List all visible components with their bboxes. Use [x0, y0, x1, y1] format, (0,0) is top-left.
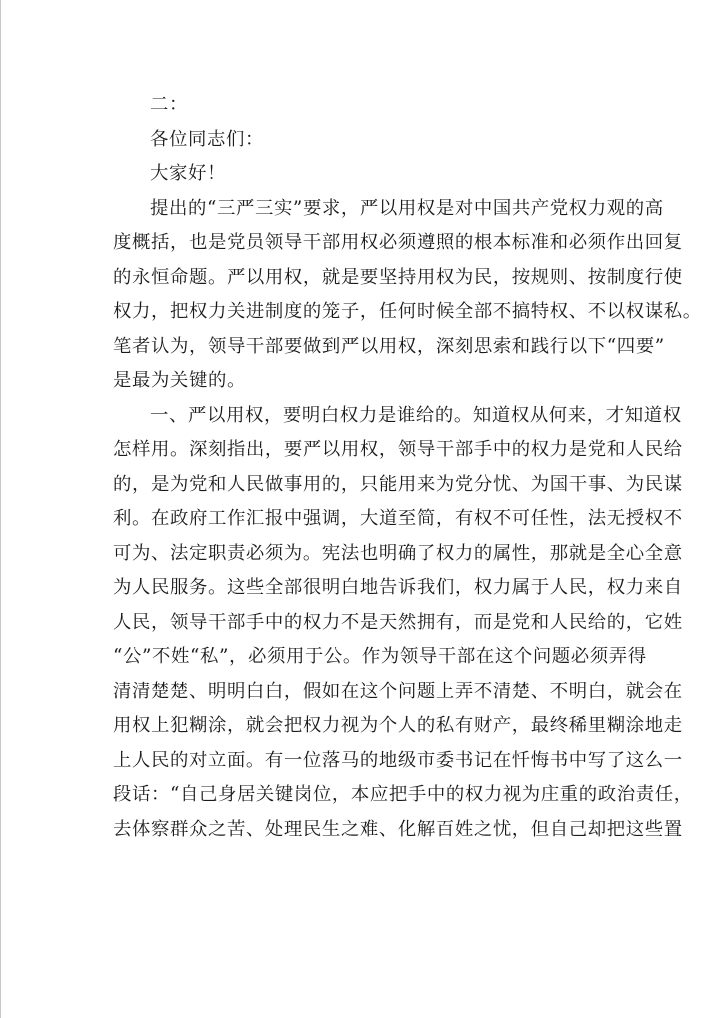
paragraph-line: 是最为关键的。 [113, 370, 246, 391]
paragraph-line: 为人民服务。这些全部很明白地告诉我们，权力属于人民，权力来自 [113, 577, 683, 598]
greeting-line: 各位同志们： [150, 128, 264, 150]
hello-line: 大家好！ [150, 163, 226, 184]
paragraph-line: 的，是为党和人民做事用的，只能用来为党分忧、为国干事、为民谋 [113, 473, 683, 495]
paragraph-line: 段话：“自己身居关键岗位，本应把手中的权力视为庄重的政治责任， [113, 784, 693, 805]
paragraph-line: 人民，领导干部手中的权力不是天然拥有，而是党和人民给的，它姓 [113, 611, 683, 633]
section-heading: 二： [150, 94, 188, 115]
paragraph-line: 清清楚楚、明明白白，假如在这个问题上弄不清楚、不明白，就会在 [113, 680, 683, 702]
paragraph-line: 可为、法定职责必须为。宪法也明确了权力的属性，那就是全心全意 [113, 542, 683, 564]
paragraph-line: 上人民的对立面。有一位落马的地级市委书记在忏悔书中写了这么一 [113, 749, 683, 771]
paragraph-line: 提出的“三严三实”要求，严以用权是对中国共产党权力观的高 [150, 197, 664, 219]
paragraph-line: 利。在政府工作汇报中强调，大道至简，有权不可任性，法无授权不 [113, 508, 683, 529]
paragraph-line: 的永恒命题。严以用权，就是要坚持用权为民，按规则、按制度行使 [113, 266, 683, 288]
paragraph-line: 用权上犯糊涂，就会把权力视为个人的私有财产，最终稀里糊涂地走 [113, 715, 683, 736]
paragraph-1 [113, 192, 702, 399]
paragraph-line: 去体察群众之苦、处理民生之难、化解百姓之忧，但自己却把这些置 [113, 818, 683, 840]
paragraph-line: 一、严以用权，要明白权力是谁给的。知道权从何来，才知道权 [150, 404, 682, 426]
paragraph-line: “公”不姓“私”，必须用于公。作为领导干部在这个问题必须弄得 [113, 646, 647, 667]
paragraph-line: 权力，把权力关进制度的笼子，任何时候全部不搞特权、不以权谋私。 [113, 301, 702, 322]
paragraph-line: 度概括，也是党员领导干部用权必须遵照的根本标准和必须作出回复 [113, 232, 683, 253]
paragraph-line: 笔者认为，领导干部要做到严以用权，深刻思索和践行以下“四要” [113, 335, 665, 357]
paragraph-2 [113, 399, 693, 848]
paragraph-line: 怎样用。深刻指出，要严以用权，领导干部手中的权力是党和人民给 [113, 439, 683, 460]
document-body [113, 88, 702, 847]
